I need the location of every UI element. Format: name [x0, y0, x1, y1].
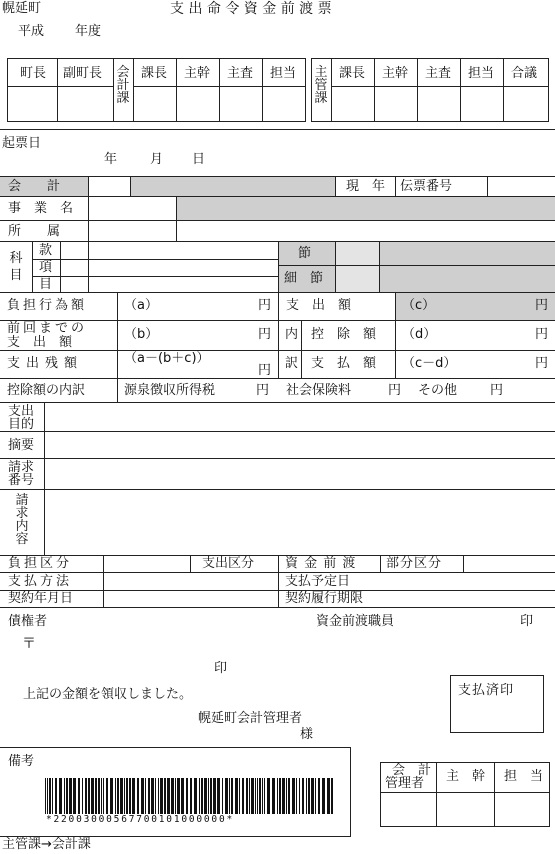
received-text: 上記の金額を領収しました。 — [23, 687, 193, 702]
slip-number-label: 伝票番号 — [400, 179, 453, 194]
accounting-label: 会 計 — [8, 179, 61, 194]
form-title: 支 出 命 令 資 金 前 渡 票 — [170, 1, 332, 17]
expenditure-class-label: 支出区分 — [202, 556, 255, 571]
chief-sign-label: 主 幹 — [446, 769, 486, 784]
deduction-label: 控 除 額 — [311, 327, 377, 342]
subject-label: 科 目 — [9, 251, 23, 283]
uchi-label: 内 — [285, 327, 299, 342]
payment-yen: 円 — [535, 356, 549, 371]
creditor-seal: 印 — [214, 661, 228, 676]
approval-accounting-dept-label: 会 計 課 — [116, 65, 130, 106]
manager-label: 幌延町会計管理者 — [198, 711, 303, 726]
previous-b-label: （b） — [124, 327, 159, 342]
current-year-label: 現 年 — [346, 179, 386, 194]
deduction-breakdown-label: 控除額の内訳 — [7, 383, 86, 398]
expenditure-label: 支 出 額 — [286, 298, 352, 313]
affiliation-label: 所 属 — [8, 224, 61, 239]
approval-consultation: 合議 — [511, 66, 538, 81]
draft-month: 月 — [150, 152, 164, 167]
payment-formula: （c－d） — [402, 356, 457, 371]
postal-mark: 〒 — [22, 636, 36, 652]
approval-right-chief-officer: 主幹 — [382, 66, 409, 81]
social-insurance-yen: 円 — [388, 383, 402, 398]
fund-staff-seal: 印 — [520, 614, 534, 629]
social-insurance-label: 社会保険料 — [286, 383, 352, 398]
draft-date-label: 起票日 — [2, 136, 42, 151]
approval-right-supervisor: 主査 — [425, 66, 452, 81]
setsu-label: 節 — [298, 246, 312, 261]
previous-label-1: 前回までの — [7, 321, 88, 336]
balance-label: 支出残額 — [7, 356, 84, 371]
burden-class-label: 負担区分 — [8, 556, 73, 571]
approval-supervisor: 主査 — [227, 66, 254, 81]
approval-chief-officer: 主幹 — [184, 66, 211, 81]
previous-label-2: 支 出 額 — [7, 335, 73, 350]
approval-staff: 担当 — [270, 66, 297, 81]
other-yen: 円 — [490, 383, 504, 398]
moku-label: 目 — [39, 277, 53, 292]
barcode-number: *22003000567700101000000* — [46, 814, 234, 825]
fund-advance-label: 資 金 前 渡 — [285, 556, 357, 571]
approval-mayor: 町長 — [20, 66, 47, 81]
expenditure-yen: 円 — [535, 298, 549, 313]
balance-formula: （a－(b＋c)） — [124, 351, 210, 366]
town-name: 幌延町 — [2, 1, 42, 16]
staff-sign-label: 担 当 — [504, 769, 544, 784]
kou-label: 項 — [39, 260, 53, 275]
route-label: 主管課→会計課 — [2, 837, 91, 852]
deduction-d-label: （d） — [402, 327, 437, 342]
mgr-label-2: 管理者 — [385, 776, 425, 791]
purpose-label: 支出 目的 — [8, 404, 35, 432]
balance-yen: 円 — [258, 363, 272, 378]
wake-label: 訳 — [285, 356, 299, 371]
burden-yen: 円 — [258, 298, 272, 313]
request-content-label: 請 求 内 容 — [15, 493, 29, 547]
era-label: 平成 — [18, 24, 45, 39]
approval-deputy-mayor: 副町長 — [63, 66, 103, 81]
remarks-label: 備考 — [8, 754, 35, 769]
payment-method-label: 支払方法 — [8, 574, 73, 589]
burden-act-label: 負担行為額 — [7, 298, 88, 313]
approval-section-chief: 課長 — [141, 66, 168, 81]
barcode — [45, 778, 335, 814]
contract-deadline-label: 契約履行期限 — [285, 591, 364, 606]
fund-staff-label: 資金前渡職員 — [316, 614, 395, 629]
approval-right-section-chief: 課長 — [339, 66, 366, 81]
kan-label: 款 — [39, 243, 53, 258]
creditor-label: 債権者 — [8, 614, 48, 629]
draft-year: 年 — [104, 152, 118, 167]
approval-right-staff: 担当 — [468, 66, 495, 81]
fiscal-year-label: 年度 — [75, 24, 102, 39]
project-name-label: 事 業 名 — [8, 201, 74, 216]
sama-label: 様 — [300, 727, 314, 742]
approval-main-dept-label: 主 管 課 — [314, 65, 328, 106]
previous-yen: 円 — [258, 327, 272, 342]
mgr-label-1: 会 計 — [392, 763, 432, 778]
saisetsu-label: 細 節 — [284, 271, 324, 286]
deduction-yen: 円 — [535, 327, 549, 342]
request-number-label: 請求 番号 — [8, 460, 35, 488]
burden-a-label: （a） — [124, 298, 158, 313]
partial-class-label: 部分区分 — [386, 556, 443, 571]
withholding-tax-label: 源泉徴収所得税 — [124, 383, 216, 398]
draft-day: 日 — [192, 152, 206, 167]
withholding-yen: 円 — [256, 383, 270, 398]
payment-label: 支 払 額 — [311, 356, 377, 371]
other-label: その他 — [418, 383, 458, 398]
contract-date-label: 契約年月日 — [8, 591, 74, 606]
expenditure-c-label: （c） — [402, 298, 436, 313]
summary-label: 摘要 — [8, 438, 35, 453]
payment-schedule-label: 支払予定日 — [285, 574, 351, 589]
paid-stamp-label: 支払済印 — [458, 683, 515, 698]
